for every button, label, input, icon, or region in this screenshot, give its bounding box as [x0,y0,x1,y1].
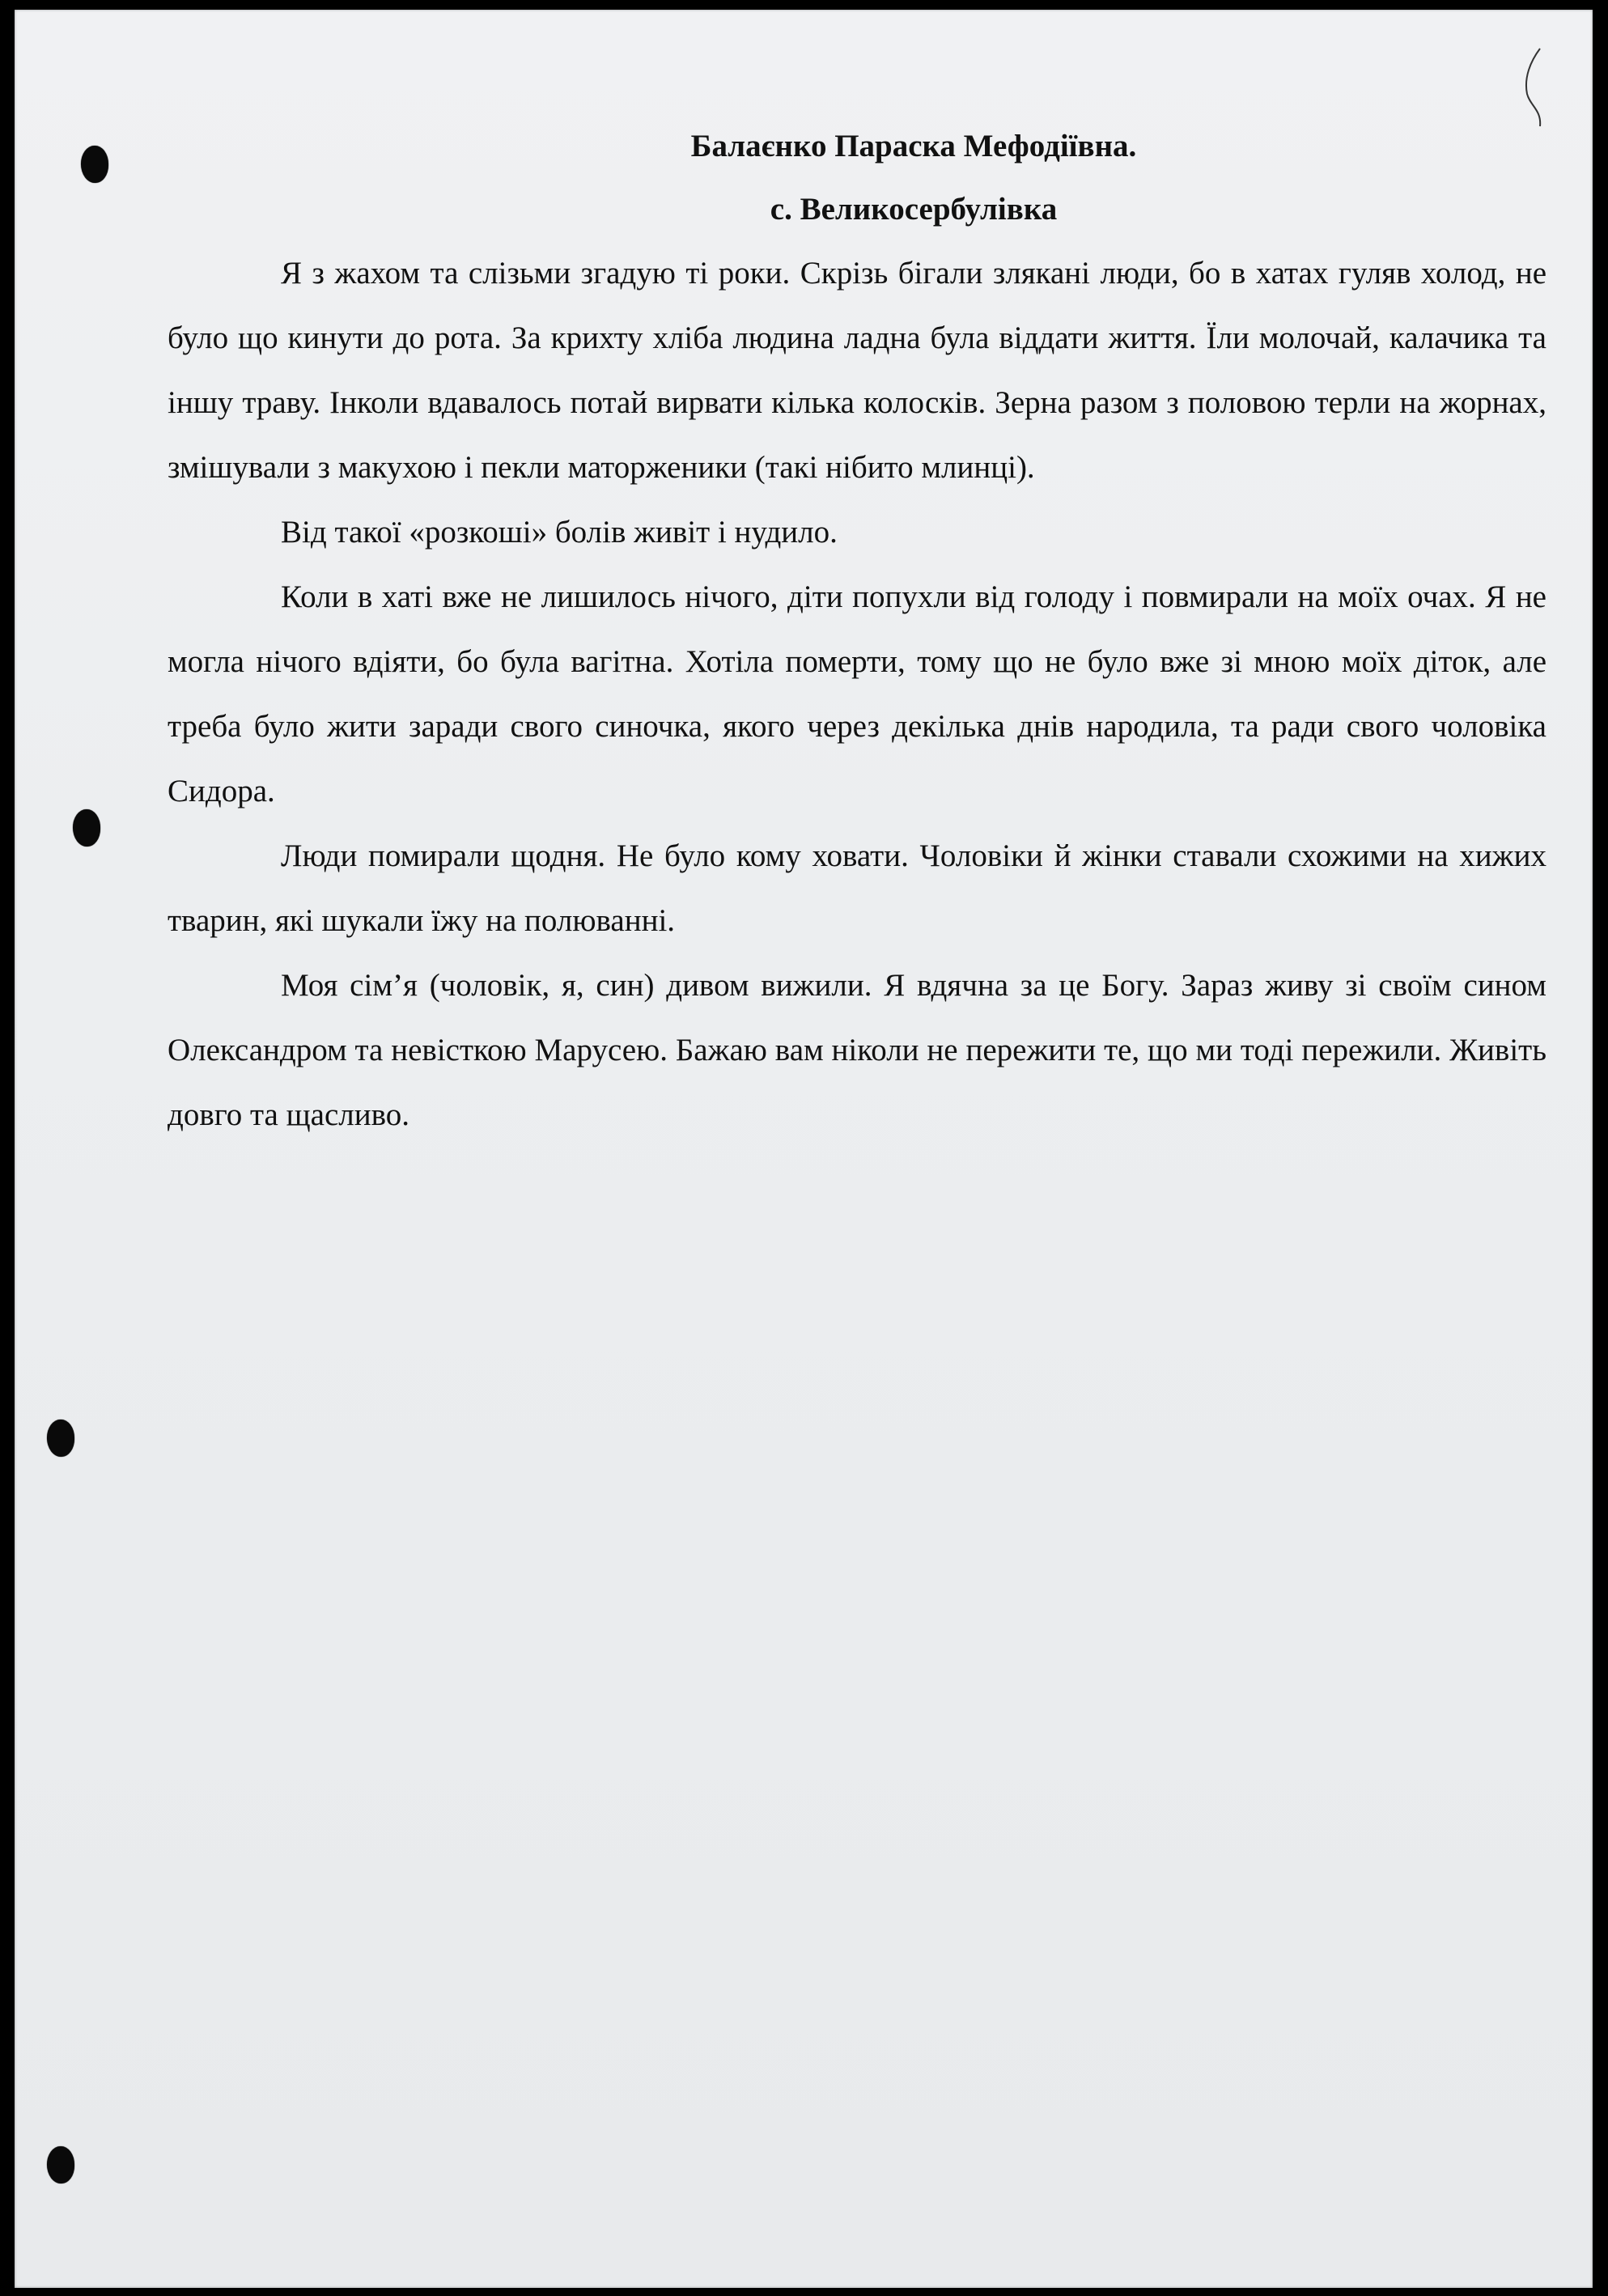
paragraph: Люди помирали щодня. Не було кому ховати. Чоловіки й жінки ставали схожими на хижих тварин, які шукали їжу на полюванні. [168,838,1546,938]
punch-hole [73,809,100,847]
document-body [168,115,1546,1148]
village-name: с. Великосербулівка [770,192,1058,227]
paragraph: Моя сім’я (чоловік, я, син) дивом вижили. Я вдячна за це Богу. Зараз живу зі своїм сином Олександром та невісткою Марусею. Бажаю вам ніколи не пережити те, що ми тоді пережили. Живіть довго та щасливо. [168,968,1546,1132]
paragraph: Коли в хаті вже не лишилось нічого, діти попухли від голоду і повмирали на моїх очах. Я не могла нічого вдіяти, бо була вагітна. Хотіла померти, тому що не було вже зі мною моїх діток, але треба було жити заради свого синочка, якого через декілька днів народила, та ради свого чоловіка Сидора. [168,579,1546,808]
paragraph: Я з жахом та слізьми згадую ті роки. Скрізь бігали злякані люди, бо в хатах гуляв холод, не було що кинути до рота. За крихту хліба людина ладна була віддати життя. Їли молочай, калачика та іншу траву. Інколи вдавалось потай вирвати кілька колосків. Зерна разом з половою терли на жорнах, змішували з макухою і пекли маторженики (такі нібито млинці). [168,256,1546,485]
punch-hole [81,146,108,183]
author-name: Балаєнко Параска Мефодіївна. [690,129,1137,163]
punch-hole [47,1420,74,1457]
punch-hole [47,2146,74,2184]
document-page [15,10,1593,2288]
paragraph: Від такої «розкоші» болів живіт і нудило. [281,515,838,550]
